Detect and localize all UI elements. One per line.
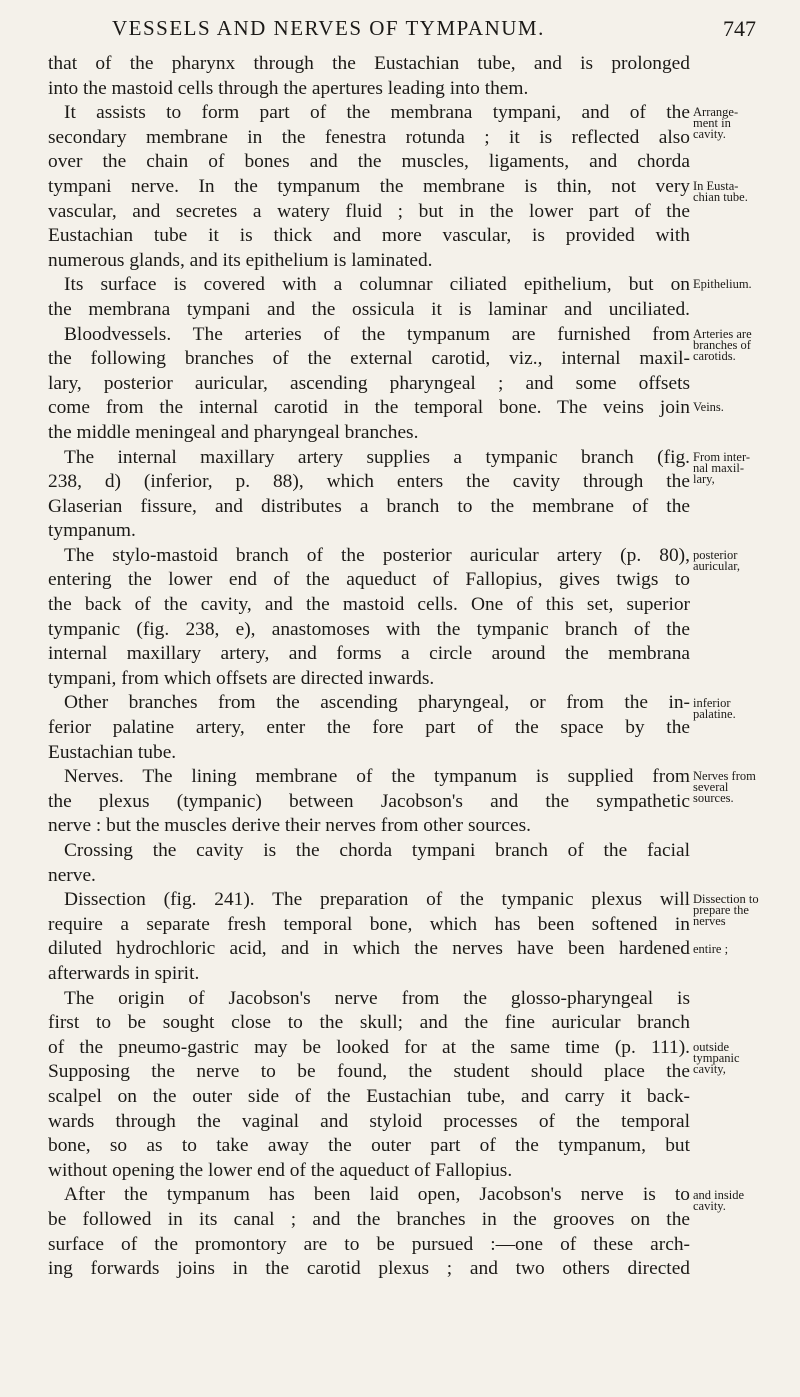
text-line: Crossing the cavity is the chorda tympani branch of the facial: [64, 840, 690, 861]
text-line: require a separate fresh temporal bone, which has been softened in: [48, 913, 690, 935]
text-line: that of the pharynx through the Eustachian tube, and is prolonged: [48, 53, 690, 74]
text-line: entering the lower end of the aqueduct of Fallopius, gives twigs to: [48, 569, 690, 591]
text-line: scalpel on the outer side of the Eustachian tube, and carry it back-: [48, 1085, 690, 1107]
margin-note: Veins.: [693, 400, 724, 415]
text-line: lary, posterior auricular, ascending pharyngeal ; and some offsets: [48, 372, 690, 394]
text-line: the membrana tympani and the ossicula it is laminar and unciliated.: [48, 298, 690, 320]
text-line: the back of the cavity, and the mastoid cells. One of this set, superior: [48, 594, 690, 616]
body-text: [48, 52, 690, 1282]
text-line: the middle meningeal and pharyngeal branches.: [48, 421, 419, 443]
margin-note: inferior palatine.: [693, 695, 736, 721]
margin-note: Arrange- ment in cavity.: [693, 105, 739, 142]
margin-note: entire ;: [693, 941, 729, 956]
text-line: The origin of Jacobson's nerve from the glosso-pharyngeal is: [64, 987, 690, 1009]
text-line: nerve.: [48, 864, 96, 886]
text-line: internal maxillary artery, and forms a circle around the membrana: [48, 643, 690, 665]
text-line: into the mastoid cells through the apertures leading into them.: [48, 77, 529, 99]
text-line: first to be sought close to the skull; and the fine auricular branch: [48, 1012, 690, 1034]
text-line: the following branches of the external carotid, viz., internal maxil-: [48, 348, 690, 370]
margin-note: outside tympanic cavity,: [693, 1040, 740, 1076]
text-line: without opening the lower end of the aqueduct of Fallopius.: [48, 1159, 513, 1181]
margin-note: From inter- nal maxil- lary,: [693, 449, 751, 486]
text-line: nerve : but the muscles derive their nerves from other sources.: [48, 815, 531, 837]
text-line: vascular, and secretes a watery fluid ; but in the lower part of the: [48, 200, 690, 222]
text-line: Its surface is covered with a columnar ciliated epithelium, but on: [64, 274, 690, 296]
page-number: 747: [723, 16, 756, 41]
text-line: wards through the vaginal and styloid processes of the temporal: [48, 1110, 690, 1132]
margin-note: Epithelium.: [693, 277, 752, 292]
page-header: [0, 6, 800, 46]
text-line: Eustachian tube it is thick and more vascular, is provided with: [48, 225, 690, 247]
text-line: surface of the promontory are to be pursued :—one of these arch-: [48, 1233, 690, 1255]
text-line: secondary membrane in the fenestra rotunda ; it is reflected also: [48, 126, 690, 148]
text-line: The stylo-mastoid branch of the posterior auricular artery (p. 80),: [64, 544, 690, 566]
text-line: Eustachian tube.: [48, 741, 177, 763]
text-line: tympani, from which offsets are directed inwards.: [48, 667, 435, 689]
margin-note: In Eusta- chian tube.: [693, 179, 748, 204]
text-line: bone, so as to take away the outer part of the tympanum, but: [48, 1135, 690, 1157]
text-line: Supposing the nerve to be found, the student should place the: [48, 1061, 690, 1083]
margin-note: posterior auricular,: [693, 548, 741, 573]
text-line: over the chain of bones and the muscles, ligaments, and chorda: [48, 151, 690, 173]
text-line: tympanum.: [48, 520, 136, 542]
text-line: diluted hydrochloric acid, and in which the nerves have been hardened: [48, 938, 690, 960]
text-line: ing forwards joins in the carotid plexus ; and two others directed: [48, 1258, 690, 1280]
text-line: numerous glands, and its epithelium is laminated.: [48, 249, 433, 271]
text-line: 238, d) (inferior, p. 88), which enters the cavity through the: [48, 471, 690, 493]
text-line: the plexus (tympanic) between Jacobson's and the sympathetic: [48, 790, 690, 812]
text-line: afterwards in spirit.: [48, 962, 200, 984]
text-line: Glaserian fissure, and distributes a branch to the membrane of the: [48, 495, 690, 517]
text-line: The internal maxillary artery supplies a tympanic branch (fig.: [64, 446, 690, 468]
running-head: VESSELS AND NERVES OF TYMPANUM.: [112, 16, 545, 40]
text-line: tympanic (fig. 238, e), anastomoses with the tympanic branch of the: [48, 618, 690, 640]
text-line: After the tympanum has been laid open, Jacobson's nerve is to: [64, 1184, 690, 1206]
margin-note: Arteries are branches of carotids.: [693, 326, 752, 363]
margin-note: Nerves from several sources.: [693, 769, 756, 806]
text-line: come from the internal carotid in the temporal bone. The veins join: [48, 397, 690, 419]
text-line: of the pneumo-gastric may be looked for at the same time (p. 111).: [48, 1036, 690, 1058]
text-line: Nerves. The lining membrane of the tympanum is supplied from: [64, 766, 690, 788]
text-line: tympani nerve. In the tympanum the membrane is thin, not very: [48, 175, 690, 197]
text-line: Bloodvessels. The arteries of the tympanum are furnished from: [64, 323, 690, 345]
text-line: It assists to form part of the membrana tympani, and of the: [64, 102, 690, 124]
text-line: Dissection (fig. 241). The preparation of the tympanic plexus will: [64, 889, 690, 911]
margin-note: and inside cavity.: [693, 1187, 745, 1213]
margin-note: Dissection to prepare the nerves: [693, 892, 759, 929]
text-line: Other branches from the ascending pharyngeal, or from the in-: [64, 692, 690, 714]
text-line: ferior palatine artery, enter the fore part of the space by the: [48, 717, 690, 739]
text-line: be followed in its canal ; and the branches in the grooves on the: [48, 1208, 690, 1230]
